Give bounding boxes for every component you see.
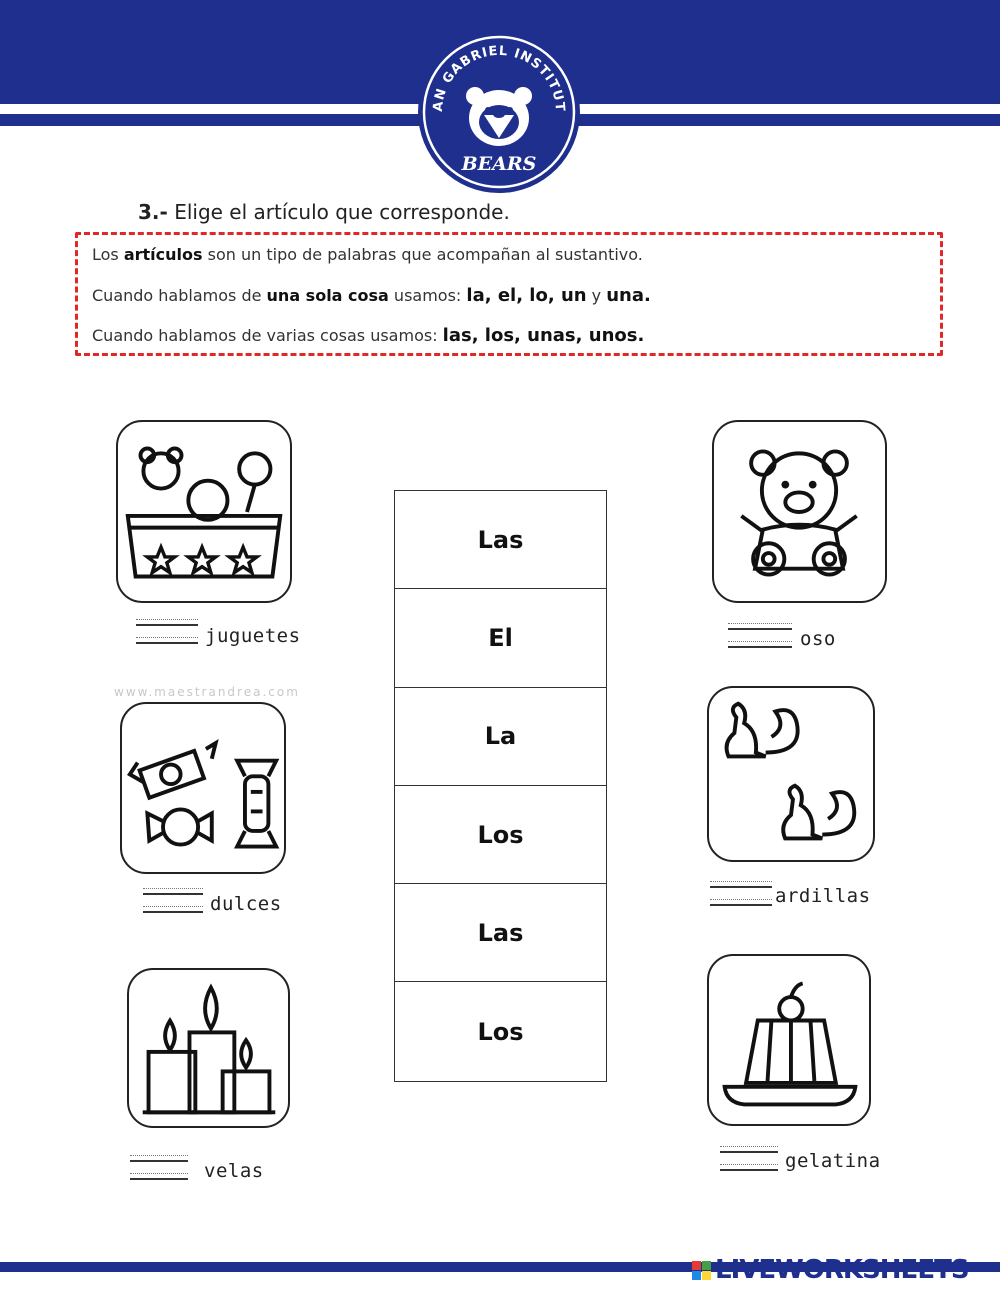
article-option-la[interactable]: La xyxy=(395,688,606,786)
rule-text: y xyxy=(586,286,607,305)
article-option-las[interactable]: Las xyxy=(395,491,606,589)
rule-text: Cuando hablamos de varias cosas usamos: xyxy=(92,326,443,345)
answer-blank-underline xyxy=(130,1178,188,1190)
grammar-rule-box xyxy=(75,232,943,356)
plural-articles: las, los, unas, unos. xyxy=(442,325,645,346)
answer-blank-underline xyxy=(710,904,772,916)
watermark: www.maestrandrea.com xyxy=(114,685,300,699)
answer-blank-underline xyxy=(143,911,203,923)
rule-line-2 xyxy=(92,285,651,306)
instruction xyxy=(138,200,510,224)
toys-basket-icon xyxy=(118,422,290,601)
answer-blank-underline xyxy=(136,642,198,654)
answer-blank-underline xyxy=(728,646,792,658)
jelly-icon xyxy=(709,956,869,1124)
rule-line-1 xyxy=(92,245,643,264)
liveworksheets-text: LIVEWORKSHEETS xyxy=(715,1255,969,1285)
candles-icon xyxy=(129,970,288,1126)
answer-blank xyxy=(130,1160,188,1172)
rule-text: Cuando hablamos de xyxy=(92,286,267,305)
card-gelatina xyxy=(707,954,871,1126)
instruction-text: Elige el artículo que corresponde. xyxy=(174,200,510,224)
liveworksheets-logo-icon xyxy=(692,1261,711,1280)
singular-articles: la, el, lo, un xyxy=(466,285,587,306)
article-option-las-2[interactable]: Las xyxy=(395,884,606,982)
card-oso xyxy=(712,420,887,603)
singular-articles-last: una. xyxy=(606,285,651,306)
rule-text: Los xyxy=(92,245,124,264)
answer-blank xyxy=(720,1151,778,1163)
card-juguetes xyxy=(116,420,292,603)
word-juguetes: juguetes xyxy=(205,625,301,647)
candies-icon xyxy=(122,704,284,872)
rule-text: usamos: xyxy=(388,286,467,305)
word-dulces: dulces xyxy=(210,893,282,915)
instruction-number: 3.- xyxy=(138,200,168,224)
word-velas: velas xyxy=(204,1160,264,1182)
squirrels-icon xyxy=(709,688,873,860)
answer-blank xyxy=(728,628,792,640)
card-ardillas xyxy=(707,686,875,862)
teddy-bear-icon xyxy=(714,422,885,601)
rule-bold: una sola cosa xyxy=(266,286,389,305)
word-gelatina: gelatina xyxy=(785,1150,881,1172)
rule-bold: artículos xyxy=(123,245,203,264)
logo-institution-text: AN GABRIEL INSTITUT xyxy=(430,43,568,113)
word-oso: oso xyxy=(800,628,836,650)
article-option-el[interactable]: El xyxy=(395,589,606,687)
answer-blank xyxy=(710,886,772,898)
answer-blank-underline xyxy=(720,1169,778,1181)
logo-mascot-text: BEARS xyxy=(461,153,537,175)
article-options-table xyxy=(394,490,607,1082)
card-dulces xyxy=(120,702,286,874)
liveworksheets-brand[interactable] xyxy=(692,1256,969,1284)
answer-blank xyxy=(143,893,203,905)
school-logo xyxy=(414,30,584,195)
word-ardillas: ardillas xyxy=(775,885,871,907)
rule-text: son un tipo de palabras que acompañan al sustantivo. xyxy=(202,245,643,264)
article-option-los[interactable]: Los xyxy=(395,786,606,884)
card-velas xyxy=(127,968,290,1128)
rule-line-3 xyxy=(92,325,644,346)
article-option-los-2[interactable]: Los xyxy=(477,1017,524,1046)
answer-blank xyxy=(136,624,198,636)
